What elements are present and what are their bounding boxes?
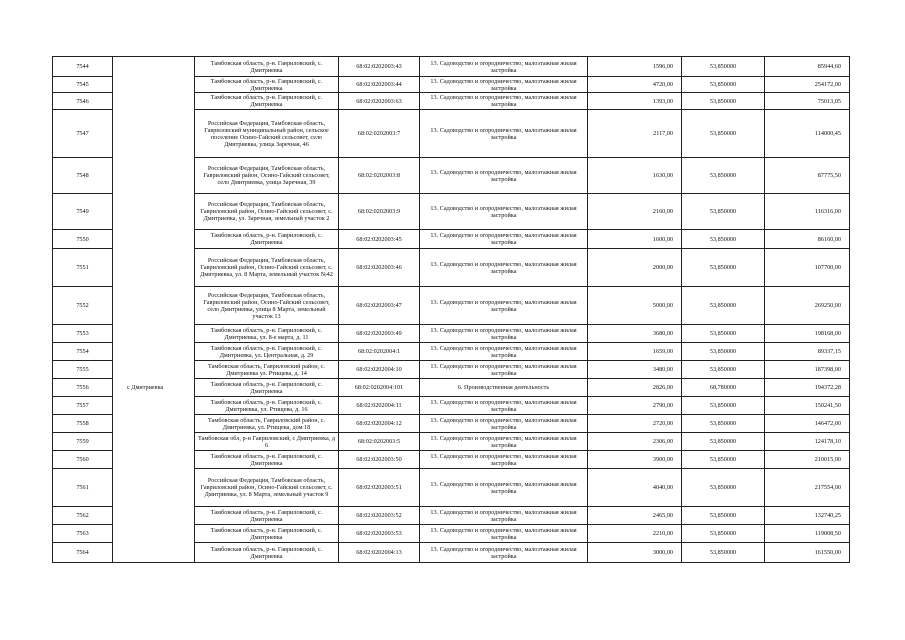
cadastral-number-cell: 68:02:0202003:49 (339, 325, 420, 343)
cadastral-value-cell: 87775,50 (765, 158, 850, 194)
record-number-cell: 7552 (53, 287, 113, 325)
cadastral-value-cell: 210015,00 (765, 451, 850, 469)
record-number-cell: 7551 (53, 249, 113, 287)
land-use-cell: 13. Садоводство и огородничество, малоэтажная жилая застройка (420, 469, 588, 507)
cadastral-value-cell: 119008,50 (765, 525, 850, 543)
specific-value-cell: 53,850000 (682, 525, 765, 543)
land-use-cell: 13. Садоводство и огородничество, малоэтажная жилая застройка (420, 93, 588, 110)
address-cell: Тамбовская область, р-н. Гавриловский, с. Дмитриевка, ул. Центральная, д. 29 (195, 343, 339, 361)
cadastral-number-cell: 68:02:0202003:45 (339, 230, 420, 249)
cadastral-number-cell: 68:02:0202003:53 (339, 525, 420, 543)
cadastral-number-cell: 68:02:0202003:63 (339, 93, 420, 110)
cadastral-value-cell: 85944,60 (765, 57, 850, 77)
settlement-cell (113, 57, 195, 563)
specific-value-cell: 53,850000 (682, 249, 765, 287)
record-number-cell: 7562 (53, 507, 113, 525)
land-use-cell: 13. Садоводство и огородничество, малоэтажная жилая застройка (420, 543, 588, 563)
address-cell: Тамбовская область, Гавриловский район, с. Дмитриевка ул. Ртищева, д. 14 (195, 361, 339, 379)
area-cell: 2000,00 (588, 249, 682, 287)
cadastral-value-cell: 194372,28 (765, 379, 850, 397)
area-cell: 4720,00 (588, 77, 682, 93)
cadastral-number-cell: 68:02:0202004:1 (339, 343, 420, 361)
cadastral-number-cell: 68:02:0202003:52 (339, 507, 420, 525)
specific-value-cell: 53,850000 (682, 451, 765, 469)
area-cell: 2117,00 (588, 110, 682, 158)
cadastral-number-cell: 68:02:0202003:50 (339, 451, 420, 469)
record-number-cell: 7553 (53, 325, 113, 343)
record-number-cell: 7555 (53, 361, 113, 379)
address-cell: Тамбовская область, р-н. Гавриловский, с. Дмитриевка, ул. Ртищева, д. 16 (195, 397, 339, 415)
settlement-label: с Дмитриевка (127, 384, 164, 391)
area-cell: 4040,00 (588, 469, 682, 507)
land-use-cell: 13. Садоводство и огородничество, малоэтажная жилая застройка (420, 287, 588, 325)
specific-value-cell: 53,850000 (682, 93, 765, 110)
cadastral-value-cell: 217554,00 (765, 469, 850, 507)
table-body (53, 57, 850, 563)
record-number-cell: 7548 (53, 158, 113, 194)
specific-value-cell: 53,850000 (682, 433, 765, 451)
land-use-cell: 13. Садоводство и огородничество, малоэтажная жилая застройка (420, 361, 588, 379)
record-number-cell: 7549 (53, 194, 113, 230)
address-cell: Тамбовская область, р-н. Гавриловский, с. Дмитриевка (195, 525, 339, 543)
record-number-cell: 7554 (53, 343, 113, 361)
table-row (53, 57, 850, 77)
address-cell: Тамбовская область, Гавриловский район, с. Дмитриевка, ул. Ртищева, дом 18 (195, 415, 339, 433)
cadastral-value-cell: 114000,45 (765, 110, 850, 158)
cadastral-value-cell: 132740,25 (765, 507, 850, 525)
land-use-cell: 13. Садоводство и огородничество, малоэтажная жилая застройка (420, 525, 588, 543)
cadastral-number-cell: 68:02:0202003:7 (339, 110, 420, 158)
address-cell: Российская Федерация, Тамбовская область, Гавриловский район, Осино-Гайский сельсовет, с. Дмитриевка, ул. 8 Марта, земельный участок №42 (195, 249, 339, 287)
land-use-cell: 13. Садоводство и огородничество, малоэтажная жилая застройка (420, 230, 588, 249)
address-cell: Тамбовская область, р-н. Гавриловский, с. Дмитриевка (195, 77, 339, 93)
cadastral-number-cell: 68:02:0202003:47 (339, 287, 420, 325)
land-use-cell: 13. Садоводство и огородничество, малоэтажная жилая застройка (420, 415, 588, 433)
record-number-cell: 7545 (53, 77, 113, 93)
specific-value-cell: 53,850000 (682, 543, 765, 563)
specific-value-cell: 53,850000 (682, 397, 765, 415)
area-cell: 3680,00 (588, 325, 682, 343)
cadastral-value-cell: 150241,50 (765, 397, 850, 415)
land-use-cell: 6. Производственная деятельность (420, 379, 588, 397)
record-number-cell: 7563 (53, 525, 113, 543)
land-use-cell: 13. Садоводство и огородничество, малоэтажная жилая застройка (420, 507, 588, 525)
area-cell: 1630,00 (588, 158, 682, 194)
land-use-cell: 13. Садоводство и огородничество, малоэтажная жилая застройка (420, 325, 588, 343)
cadastral-number-cell: 68:02:0202003:8 (339, 158, 420, 194)
specific-value-cell: 53,850000 (682, 507, 765, 525)
cadastral-number-cell: 68:02:0202003:5 (339, 433, 420, 451)
record-number-cell: 7547 (53, 110, 113, 158)
specific-value-cell: 53,850000 (682, 325, 765, 343)
area-cell: 2210,00 (588, 525, 682, 543)
address-cell: Российская Федерация, Тамбовская область, Гавриловский район, Осино-Гайский сельсовет, с. Дмитриевка, ул. 8 Марта, земельный участок 9 (195, 469, 339, 507)
land-use-cell: 13. Садоводство и огородничество, малоэтажная жилая застройка (420, 57, 588, 77)
area-cell: 2160,00 (588, 194, 682, 230)
cadastral-value-cell: 86160,00 (765, 230, 850, 249)
specific-value-cell: 53,850000 (682, 230, 765, 249)
area-cell: 3900,00 (588, 451, 682, 469)
area-cell: 2720,00 (588, 415, 682, 433)
cadastral-number-cell: 68:02:0202004:11 (339, 397, 420, 415)
land-use-cell: 13. Садоводство и огородничество, малоэтажная жилая застройка (420, 343, 588, 361)
address-cell: Российская Федерация, Тамбовская область, Гавриловский район, Осино-Гайский сельсовет, село Дмитриевка, улица 8 Марта, земельный участок 13 (195, 287, 339, 325)
area-cell: 1659,00 (588, 343, 682, 361)
area-cell: 2826,00 (588, 379, 682, 397)
address-cell: Тамбовская область, р-н. Гавриловский, с. Дмитриевка (195, 379, 339, 397)
address-cell: Тамбовская область, р-н. Гавриловский, с. Дмитриевка (195, 93, 339, 110)
record-number-cell: 7560 (53, 451, 113, 469)
land-use-cell: 13. Садоводство и огородничество, малоэтажная жилая застройка (420, 194, 588, 230)
cadastral-value-cell: 75013,05 (765, 93, 850, 110)
area-cell: 3480,00 (588, 361, 682, 379)
land-use-cell: 13. Садоводство и огородничество, малоэтажная жилая застройка (420, 249, 588, 287)
cadastral-value-cell: 198168,00 (765, 325, 850, 343)
cadastral-number-cell: 68:02:0202003:9 (339, 194, 420, 230)
cadastral-number-cell: 68:02:0202003:46 (339, 249, 420, 287)
land-use-cell: 13. Садоводство и огородничество, малоэтажная жилая застройка (420, 397, 588, 415)
cadastral-number-cell: 68:02:0202004:13 (339, 543, 420, 563)
address-cell: Тамбовская область, р-н. Гавриловский, с. Дмитриевка (195, 451, 339, 469)
area-cell: 3000,00 (588, 543, 682, 563)
specific-value-cell: 53,850000 (682, 415, 765, 433)
specific-value-cell: 53,850000 (682, 287, 765, 325)
address-cell: Тамбовская область, р-н. Гавриловский, с. Дмитриевка (195, 543, 339, 563)
cadastral-value-cell: 269250,00 (765, 287, 850, 325)
address-cell: Тамбовская область, р-н. Гавриловский, с. Дмитриевка (195, 507, 339, 525)
area-cell: 5000,00 (588, 287, 682, 325)
specific-value-cell: 53,850000 (682, 361, 765, 379)
specific-value-cell: 53,850000 (682, 77, 765, 93)
address-cell: Тамбовская область, р-н. Гавриловский, с. Дмитриевка, ул. 8-е марта, д. 11 (195, 325, 339, 343)
address-cell: Российская Федерация, Тамбовская область, Гавриловский муниципальный район, сельское поселение Осино-Гайский сельсовет, село Дмитриевка, улица Заречная, 46 (195, 110, 339, 158)
record-number-cell: 7561 (53, 469, 113, 507)
record-number-cell: 7546 (53, 93, 113, 110)
address-cell: Российская Федерация, Тамбовская область, Гавриловский район, Осино-Гайский сельсовет, с. Дмитриевка, ул. Заречная, земельный участок 2 (195, 194, 339, 230)
land-use-cell: 13. Садоводство и огородничество, малоэтажная жилая застройка (420, 77, 588, 93)
area-cell: 1600,00 (588, 230, 682, 249)
cadastral-value-cell: 89337,15 (765, 343, 850, 361)
record-number-cell: 7557 (53, 397, 113, 415)
area-cell: 2790,00 (588, 397, 682, 415)
land-use-cell: 13. Садоводство и огородничество, малоэтажная жилая застройка (420, 110, 588, 158)
specific-value-cell: 68,780000 (682, 379, 765, 397)
specific-value-cell: 53,850000 (682, 469, 765, 507)
area-cell: 2465,00 (588, 507, 682, 525)
area-cell: 1393,00 (588, 93, 682, 110)
land-use-cell: 13. Садоводство и огородничество, малоэтажная жилая застройка (420, 158, 588, 194)
cadastral-value-cell: 161550,00 (765, 543, 850, 563)
record-number-cell: 7544 (53, 57, 113, 77)
address-cell: Российская Федерация, Тамбовская область, Гавриловский район, Осино-Гайский сельсовет, село Дмитриевка, улица Заречная, 39 (195, 158, 339, 194)
record-number-cell: 7556 (53, 379, 113, 397)
record-number-cell: 7558 (53, 415, 113, 433)
record-number-cell: 7559 (53, 433, 113, 451)
specific-value-cell: 53,850000 (682, 343, 765, 361)
address-cell: Тамбовская область, р-н. Гавриловский, с. Дмитриевка (195, 57, 339, 77)
specific-value-cell: 53,850000 (682, 194, 765, 230)
cadastral-value-cell: 254172,00 (765, 77, 850, 93)
specific-value-cell: 53,850000 (682, 110, 765, 158)
land-use-cell: 13. Садоводство и огородничество, малоэтажная жилая застройка (420, 451, 588, 469)
cadastral-number-cell: 68:02:0202004:12 (339, 415, 420, 433)
address-cell: Тамбовская область, р-н. Гавриловский, с. Дмитриевка (195, 230, 339, 249)
cadastral-value-cell: 187398,00 (765, 361, 850, 379)
cadastral-number-cell: 68:02:0202003:44 (339, 77, 420, 93)
specific-value-cell: 53,850000 (682, 57, 765, 77)
record-number-cell: 7550 (53, 230, 113, 249)
cadastral-value-cell: 107700,00 (765, 249, 850, 287)
cadastral-value-cell: 146472,00 (765, 415, 850, 433)
address-cell: Тамбовская обл, р-н Гавриловский, с Дмитриевка, д 6 (195, 433, 339, 451)
cadastral-value-cell: 116316,00 (765, 194, 850, 230)
cadastral-number-cell: 68:02:0202003:43 (339, 57, 420, 77)
land-valuation-table (52, 56, 850, 563)
cadastral-number-cell: 68:02:0202003:51 (339, 469, 420, 507)
land-use-cell: 13. Садоводство и огородничество, малоэтажная жилая застройка (420, 433, 588, 451)
specific-value-cell: 53,850000 (682, 158, 765, 194)
cadastral-value-cell: 124178,10 (765, 433, 850, 451)
cadastral-number-cell: 68:02:0202004:101 (339, 379, 420, 397)
area-cell: 2306,00 (588, 433, 682, 451)
cadastral-number-cell: 68:02:0202004:10 (339, 361, 420, 379)
record-number-cell: 7564 (53, 543, 113, 563)
area-cell: 1596,00 (588, 57, 682, 77)
